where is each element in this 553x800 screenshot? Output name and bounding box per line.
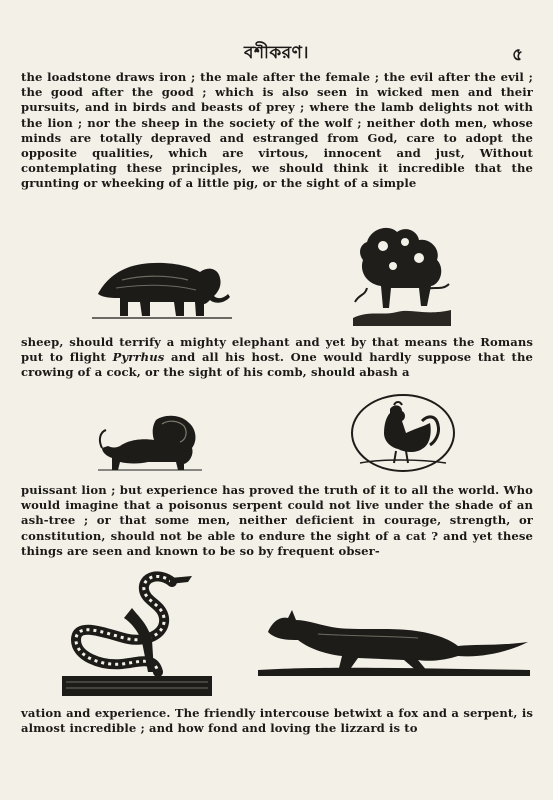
elephant-illustration [92,252,232,322]
pyrrhus-italic: Pyrrhus [112,350,165,365]
serpent-illustration [62,568,214,700]
cock-illustration [350,393,456,473]
paragraph-1: the loadstone draws iron ; the male after the female ; the evil after the evil ; the good after the good ; which is also seen in wicked men and their pursuits, and in birds and beasts of prey ; where the lamb delights not with the lion ; nor the sheep in the society of the wolf ; neither doth men, whose minds are totally depraved and estranged from God, care to adopt the opposite qualities, which are virtous, innocent and just, Without contemplating these principles, we should think it incredible that the grunting or wheeking of a little pig, or the sight of a simple [21,70,533,191]
paragraph-2 [21,335,533,381]
page-number: ৫ [511,45,523,65]
fox-illustration [258,608,530,676]
lion-illustration [98,412,202,472]
sheep-illustration [353,222,451,326]
paragraph-3: puissant lion ; but experience has proved the truth of it to all the world. Who would imagine that a poisonus serpent could not live under the shade of an ash-tree ; or that some men, neither deficient in courage, strength, or constitution, should not be able to endure the sight of a cat ? and yet these things are seen and known to be so by frequent obser- [21,483,533,558]
paragraph-4: vation and experience. The friendly intercouse betwixt a fox and a serpent, is almost incredible ; and how fond and loving the lizzard is to [21,706,533,736]
page-title: বশীকরণ। [244,43,309,63]
paragraph-2-text-a: sheep, should terrify a mighty elephant and yet by that means the Romans put to flight [21,335,533,365]
paragraph-2-text-b: and all his host. One would hardly suppose that the crowing of a cock, or the sight of his comb, should abash a [21,350,533,380]
